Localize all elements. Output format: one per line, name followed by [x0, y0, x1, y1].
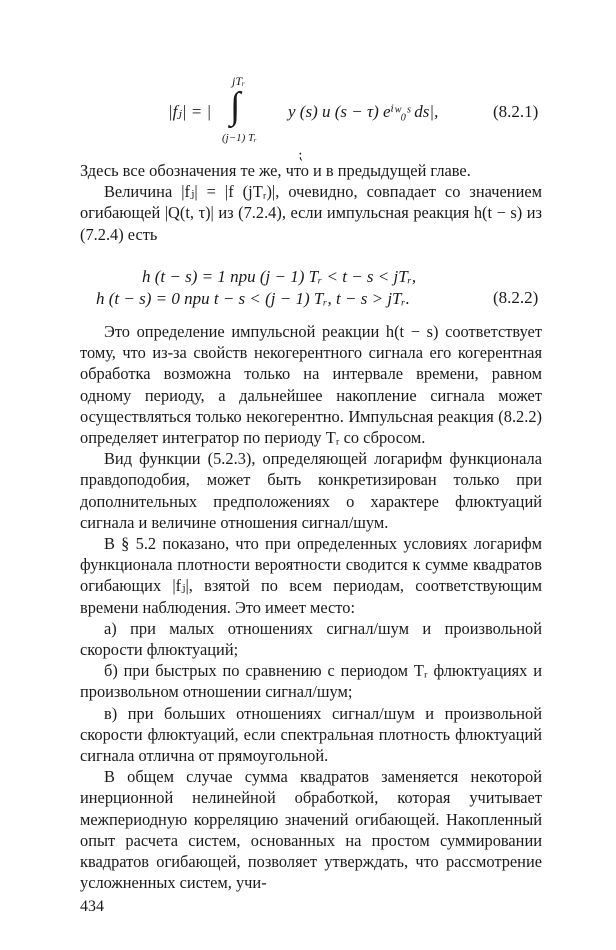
paragraph-section-5-2: В § 5.2 показано, что при определенных условиях логарифм функционала плотности вероятности сводится к сумме квадратов огибающих |fⱼ|, взятой по всем периодам, соответствующим времени наблюдения. Это имеет место:	[80, 534, 542, 617]
list-item-b: б) при быстрых по сравнению с периодом Tᵣ флюктуациях и произвольном отношении сигнал/шум;	[80, 661, 542, 702]
integral-lower-limit: (j−1) Tᵣ	[222, 132, 257, 144]
equation-number-8-2-2: (8.2.2)	[493, 288, 539, 307]
paragraph-impulse-response: Это определение импульсной реакции h(t − s) соответствует тому, что из-за свойств некогерентного сигнала его когерентная обработка возможна только на интервале времени, равном одному периоду, а дальнейшее накопление сигнала может осуществляться только некогерентно. Импульсная реакция (8.2.2) определяет интегратор по периоду Tᵣ со сбросом.	[80, 322, 542, 448]
stray-mark: ⁏	[298, 148, 303, 163]
text-block-top	[80, 160, 542, 245]
paragraph-general-case: В общем случае сумма квадратов заменяется некоторой инерционной нелинейной обработкой, которая учитывает межпериодную корреляцию значений огибающей. Накопленный опыт расчета систем, основанных на простом суммировании квадратов огибающей, позволяет утверждать, что рассмотрение усложненных систем, учи-	[80, 767, 542, 893]
integral-upper-limit: jTᵣ	[232, 74, 245, 88]
equation-lhs: |fⱼ| = |	[168, 102, 212, 121]
page-number: 434	[80, 898, 104, 915]
text-block-main	[80, 321, 542, 893]
paragraph-notation: Здесь все обозначения те же, что и в предыдущей главе.	[80, 161, 471, 180]
integrand: y (s) u (s − τ) eⁱʷ₀ˢ ds|,	[288, 102, 439, 121]
paragraph-envelope: Величина |fⱼ| = |f (jTᵣ)|, очевидно, совпадает со значением огибающей |Q(t, τ)| из (7.2.4), если импульсная реакция h(t − s) из (7.2.4) есть	[80, 182, 542, 244]
list-item-c: в) при больших отношениях сигнал/шум и произвольной скорости флюктуаций, если спектральная плотность флюктуаций сигнала отлична от прямоугольной.	[80, 703, 542, 766]
equation-line-2: h (t − s) = 0 при t − s < (j − 1) Tᵣ, t − s > jTᵣ.	[96, 289, 410, 308]
equation-number-8-2-1: (8.2.1)	[493, 102, 539, 121]
list-item-a: а) при малых отношениях сигнал/шум и произвольной скорости флюктуаций;	[80, 618, 542, 660]
integral-sign: ∫	[230, 85, 241, 127]
equation-line-1: h (t − s) = 1 при (j − 1) Tᵣ < t − s < jTᵣ,	[142, 267, 417, 286]
equation-8-2-1	[168, 74, 548, 152]
paragraph-likelihood: Вид функции (5.2.3), определяющей логарифм функционала правдоподобия, может быть конкретизирован только при дополнительных предположениях о характере флюктуаций сигнала и величине отношения сигнал/шум.	[80, 449, 542, 532]
